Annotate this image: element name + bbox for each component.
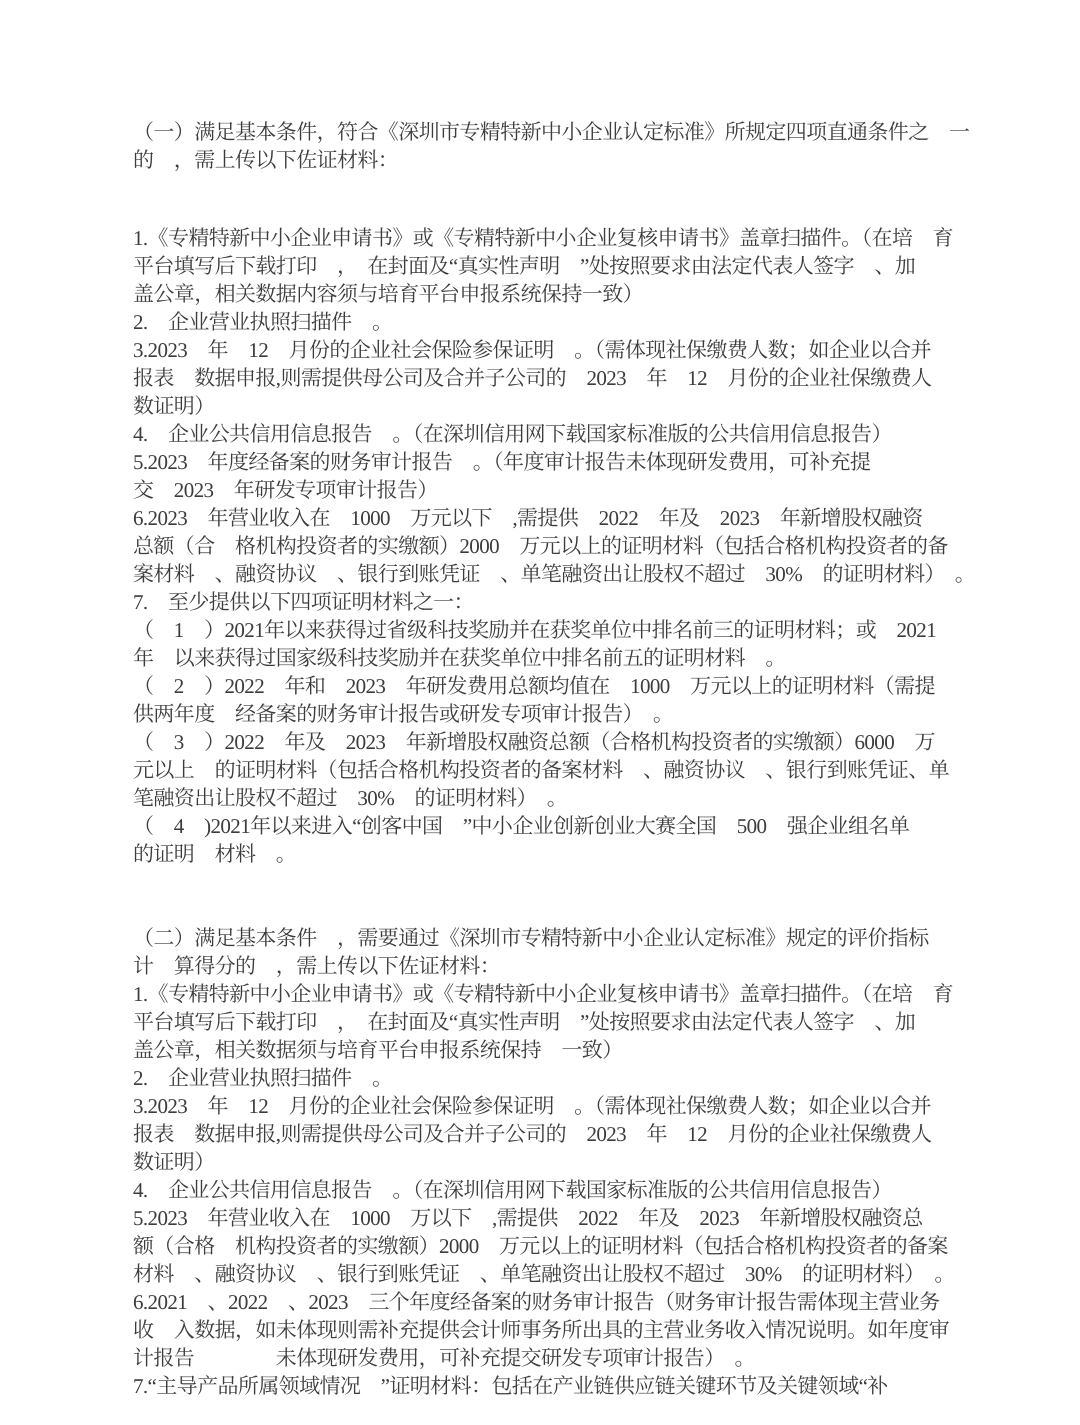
text-line: 盖公章，相关数据须与培育平台申报系统保持 一致） bbox=[133, 1038, 623, 1062]
text-line: 交 2023 年研发专项审计报告） bbox=[133, 478, 438, 502]
blank-gap bbox=[133, 174, 1023, 224]
text-line: 材料 、融资协议 、银行到账凭证 、单笔融资出让股权不超过 30% 的证明材料） 。 bbox=[133, 1262, 955, 1286]
section-1-requirements-list bbox=[133, 224, 1023, 868]
text-line: 1.《专精特新中小企业申请书》或《专精特新中小企业复核申请书》盖章扫描件。（在培 育 bbox=[133, 226, 954, 250]
text-line: 1.《专精特新中小企业申请书》或《专精特新中小企业复核申请书》盖章扫描件。（在培 育 bbox=[133, 982, 954, 1006]
text-line: 7.“主导产品所属领域情况 ”证明材料：包括在产业链供应链关键环节及关键领域“补 bbox=[133, 1374, 888, 1398]
text-line: 的 ，需上传以下佐证材料： bbox=[133, 148, 399, 172]
blank-gap bbox=[133, 868, 1023, 924]
text-line: （一）满足基本条件，符合《深圳市专精特新中小企业认定标准》所规定四项直通条件之 一 bbox=[133, 120, 970, 144]
text-line: 3.2023 年 12 月份的企业社会保险参保证明 。（需体现社保缴费人数；如企业以合并 bbox=[133, 338, 931, 362]
text-line: 2. 企业营业执照扫描件 。 bbox=[133, 310, 393, 334]
text-line: 数证明） bbox=[133, 394, 215, 418]
text-line: 2. 企业营业执照扫描件 。 bbox=[133, 1066, 393, 1090]
text-line: 3.2023 年 12 月份的企业社会保险参保证明 。（需体现社保缴费人数；如企业以合并 bbox=[133, 1094, 931, 1118]
text-line: 7. 至少提供以下四项证明材料之一： bbox=[133, 590, 474, 614]
text-line: （ 1 ）2021年以来获得过省级科技奖励并在获奖单位中排名前三的证明材料；或 2021 bbox=[133, 618, 937, 642]
text-line: 供两年度 经备案的财务审计报告或研发专项审计报告） 。 bbox=[133, 702, 674, 726]
text-line: 6.2021 、2022 、2023 三个年度经备案的财务审计报告（财务审计报告需体现主营业务 bbox=[133, 1290, 940, 1314]
text-line: 总额（合 格机构投资者的实缴额）2000 万元以上的证明材料（包括合格机构投资者的备 bbox=[133, 534, 948, 558]
text-line: （二）满足基本条件 ，需要通过《深圳市专精特新中小企业认定标准》规定的评价指标 bbox=[133, 926, 929, 950]
text-line: 平台填写后下载打印 ， 在封面及“真实性声明 ”处按照要求由法定代表人签字 、加 bbox=[133, 1010, 916, 1034]
text-line: 计报告 未体现研发费用，可补充提交研发专项审计报告） 。 bbox=[133, 1346, 755, 1370]
text-line: 笔融资出让股权不超过 30% 的证明材料） 。 bbox=[133, 786, 568, 810]
text-line: 年 以来获得过国家级科技奖励并在获奖单位中排名前五的证明材料 。 bbox=[133, 646, 786, 670]
section-1-intro-paragraph bbox=[133, 118, 1023, 174]
text-line: 4. 企业公共信用信息报告 。（在深圳信用网下载国家标准版的公共信用信息报告） bbox=[133, 1178, 892, 1202]
section-2-block bbox=[133, 924, 1023, 1400]
text-line: 4. 企业公共信用信息报告 。（在深圳信用网下载国家标准版的公共信用信息报告） bbox=[133, 422, 892, 446]
text-line: （ 4 )2021年以来进入“创客中国 ”中小企业创新创业大赛全国 500 强企业组名单 bbox=[133, 814, 910, 838]
text-line: 5.2023 年度经备案的财务审计报告 。（年度审计报告未体现研发费用，可补充提 bbox=[133, 450, 871, 474]
text-line: 盖公章，相关数据内容须与培育平台申报系统保持一致） bbox=[133, 282, 643, 306]
text-line: 平台填写后下载打印 ， 在封面及“真实性声明 ”处按照要求由法定代表人签字 、加 bbox=[133, 254, 916, 278]
text-line: 收 入数据，如未体现则需补充提供会计师事务所出具的主营业务收入情况说明。如年度审 bbox=[133, 1318, 949, 1342]
text-line: 5.2023 年营业收入在 1000 万以下 ,需提供 2022 年及 2023 年新增股权融资总 bbox=[133, 1206, 923, 1230]
text-line: 6.2023 年营业收入在 1000 万元以下 ,需提供 2022 年及 2023 年新增股权融资 bbox=[133, 506, 923, 530]
text-line: 报表 数据申报,则需提供母公司及合并子公司的 2023 年 12 月份的企业社保缴费人 bbox=[133, 366, 932, 390]
text-line: 数证明） bbox=[133, 1150, 215, 1174]
text-line: 报表 数据申报,则需提供母公司及合并子公司的 2023 年 12 月份的企业社保缴费人 bbox=[133, 1122, 932, 1146]
text-line: 案材料 、融资协议 、银行到账凭证 、单笔融资出让股权不超过 30% 的证明材料） 。 bbox=[133, 562, 976, 586]
document-content bbox=[133, 118, 1023, 1400]
text-line: （ 3 ）2022 年及 2023 年新增股权融资总额（合格机构投资者的实缴额）6000 万 bbox=[133, 730, 935, 754]
text-line: 额（合格 机构投资者的实缴额）2000 万元以上的证明材料（包括合格机构投资者的备案 bbox=[133, 1234, 948, 1258]
text-line: （ 2 ）2022 年和 2023 年研发费用总额均值在 1000 万元以上的证明材料（需提 bbox=[133, 674, 935, 698]
text-line: 计 算得分的 ，需上传以下佐证材料： bbox=[133, 954, 501, 978]
text-line: 的证明 材料 。 bbox=[133, 842, 297, 866]
text-line: 元以上 的证明材料（包括合格机构投资者的备案材料 、融资协议 、银行到账凭证、单 bbox=[133, 758, 949, 782]
